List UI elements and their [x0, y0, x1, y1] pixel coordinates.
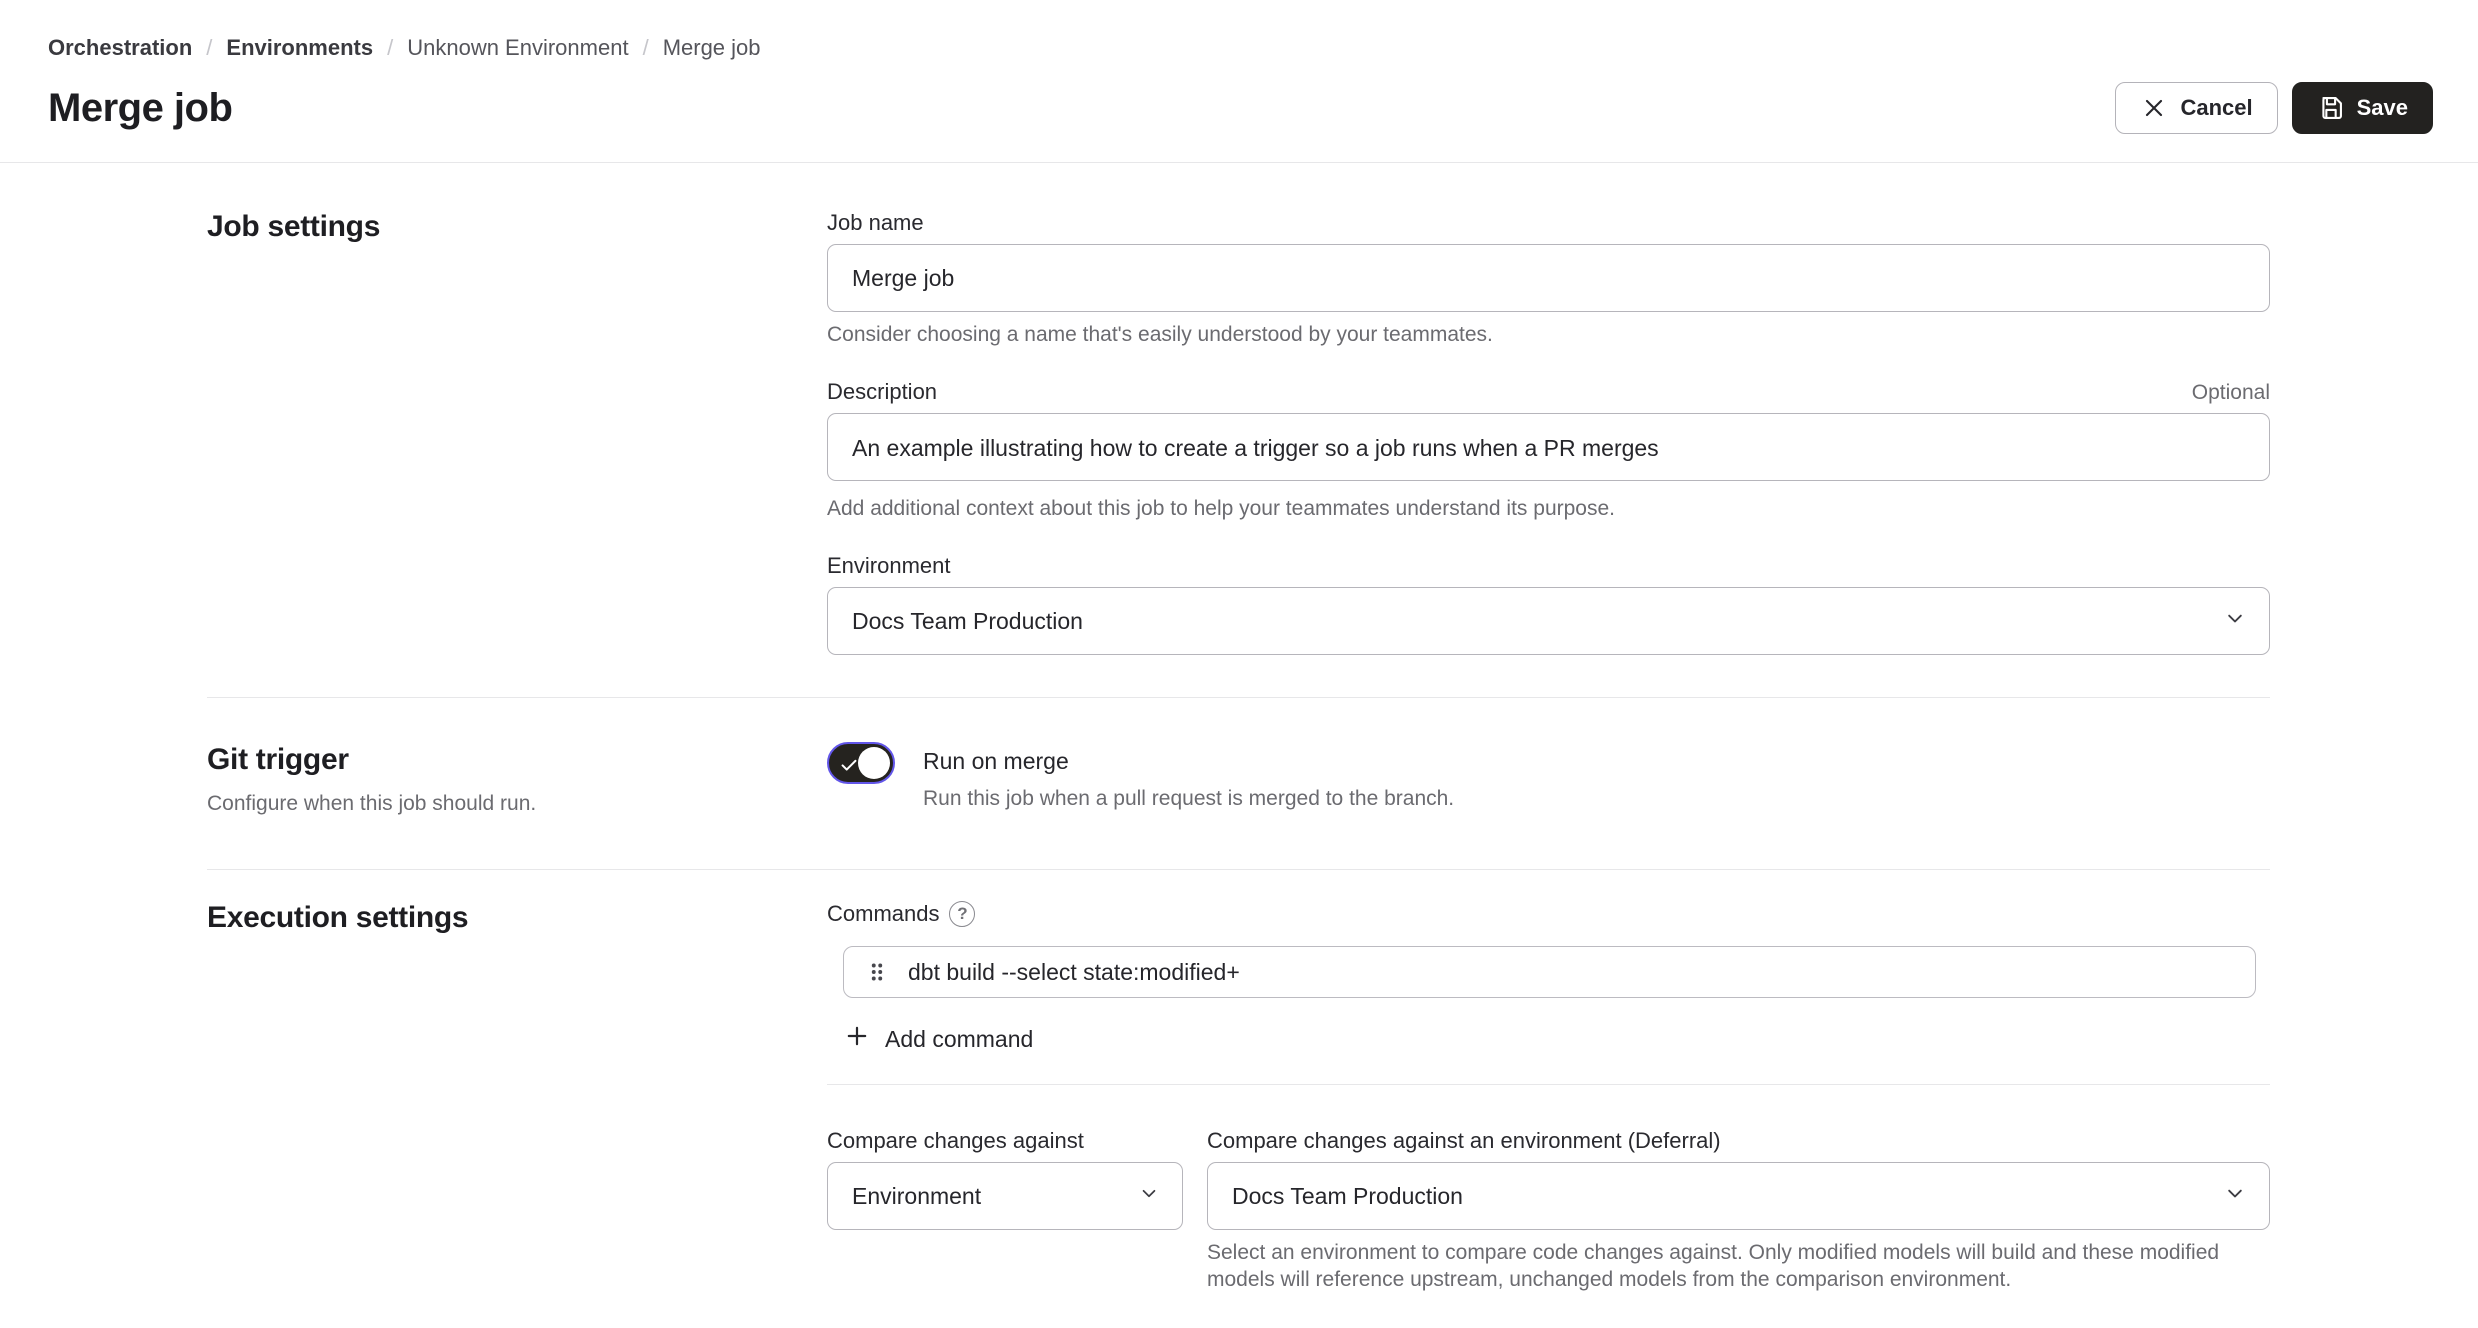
drag-handle-icon[interactable] [864, 959, 890, 985]
command-text: dbt build --select state:modified+ [908, 958, 1240, 985]
description-helper: Add additional context about this job to help your teammates understand its purpose. [827, 497, 1615, 520]
git-trigger-heading: Git trigger [207, 743, 349, 776]
floppy-disk-icon [2317, 94, 2345, 122]
job-name-helper: Consider choosing a name that's easily understood by your teammates. [827, 323, 1493, 346]
deferral-select-value: Docs Team Production [1232, 1182, 1463, 1209]
commands-divider [827, 1084, 2270, 1085]
commands-label: Commands [827, 901, 940, 926]
git-trigger-subtext: Configure when this job should run. [207, 792, 537, 815]
cancel-button-label: Cancel [2180, 95, 2253, 120]
save-button[interactable] [2292, 82, 2433, 134]
description-field-group [827, 378, 2270, 522]
job-name-label: Job name [827, 210, 924, 235]
x-icon [2140, 94, 2168, 122]
execution-settings-heading: Execution settings [207, 901, 469, 934]
run-on-merge-description: Run this job when a pull request is merged to the branch. [923, 787, 1455, 810]
cancel-button[interactable] [2115, 82, 2277, 134]
breadcrumb-separator: / [387, 35, 394, 60]
section-execution-settings [207, 870, 2270, 1293]
description-textarea[interactable] [827, 413, 2270, 481]
add-command-button[interactable] [843, 1022, 1033, 1056]
run-on-merge-toggle[interactable] [827, 742, 895, 784]
breadcrumb-merge-job: Merge job [662, 35, 761, 60]
save-button-label: Save [2356, 95, 2408, 120]
deferral-field-group [1207, 1127, 2270, 1293]
chevron-down-icon [2221, 1179, 2249, 1213]
command-row[interactable] [843, 946, 2256, 998]
job-settings-page [0, 163, 2478, 1293]
breadcrumb-separator: / [642, 35, 649, 60]
deferral-select[interactable] [1207, 1162, 2270, 1230]
optional-badge: Optional [2191, 381, 2270, 404]
toggle-knob [858, 747, 890, 779]
add-command-label: Add command [885, 1025, 1034, 1052]
breadcrumb-environments[interactable]: Environments [226, 35, 374, 60]
compare-against-select-value: Environment [852, 1182, 982, 1209]
environment-select-value: Docs Team Production [852, 607, 1083, 634]
compare-against-select[interactable] [827, 1162, 1183, 1230]
description-label: Description [827, 379, 938, 404]
job-name-field-group [827, 209, 2270, 348]
section-git-trigger [207, 698, 2270, 869]
check-icon [838, 754, 860, 781]
section-job-settings [207, 163, 2270, 697]
environment-select[interactable] [827, 587, 2270, 655]
compare-against-field-group [827, 1127, 1183, 1293]
deferral-label: Compare changes against an environment (Deferral) [1207, 1128, 1721, 1153]
deferral-helper: Select an environment to compare code changes against. Only modified models will build and these modified models will reference upstream, unchanged models from the comparison environment. [1207, 1241, 2220, 1291]
breadcrumb-separator: / [206, 35, 213, 60]
job-name-input[interactable] [827, 244, 2270, 312]
breadcrumb [48, 34, 2433, 62]
help-circle-icon[interactable]: ? [949, 901, 975, 927]
environment-label: Environment [827, 553, 951, 578]
breadcrumb-orchestration[interactable]: Orchestration [48, 35, 193, 60]
header-actions [2115, 82, 2433, 134]
breadcrumb-unknown-environment[interactable]: Unknown Environment [407, 35, 629, 60]
job-settings-heading: Job settings [207, 210, 381, 243]
plus-icon [843, 1022, 871, 1056]
chevron-down-icon [1136, 1180, 1162, 1212]
page-title: Merge job [48, 85, 233, 130]
page-header [0, 0, 2478, 163]
chevron-down-icon [2221, 604, 2249, 638]
environment-field-group [827, 552, 2270, 655]
run-on-merge-label: Run on merge [923, 748, 1069, 774]
compare-against-label: Compare changes against [827, 1128, 1084, 1153]
